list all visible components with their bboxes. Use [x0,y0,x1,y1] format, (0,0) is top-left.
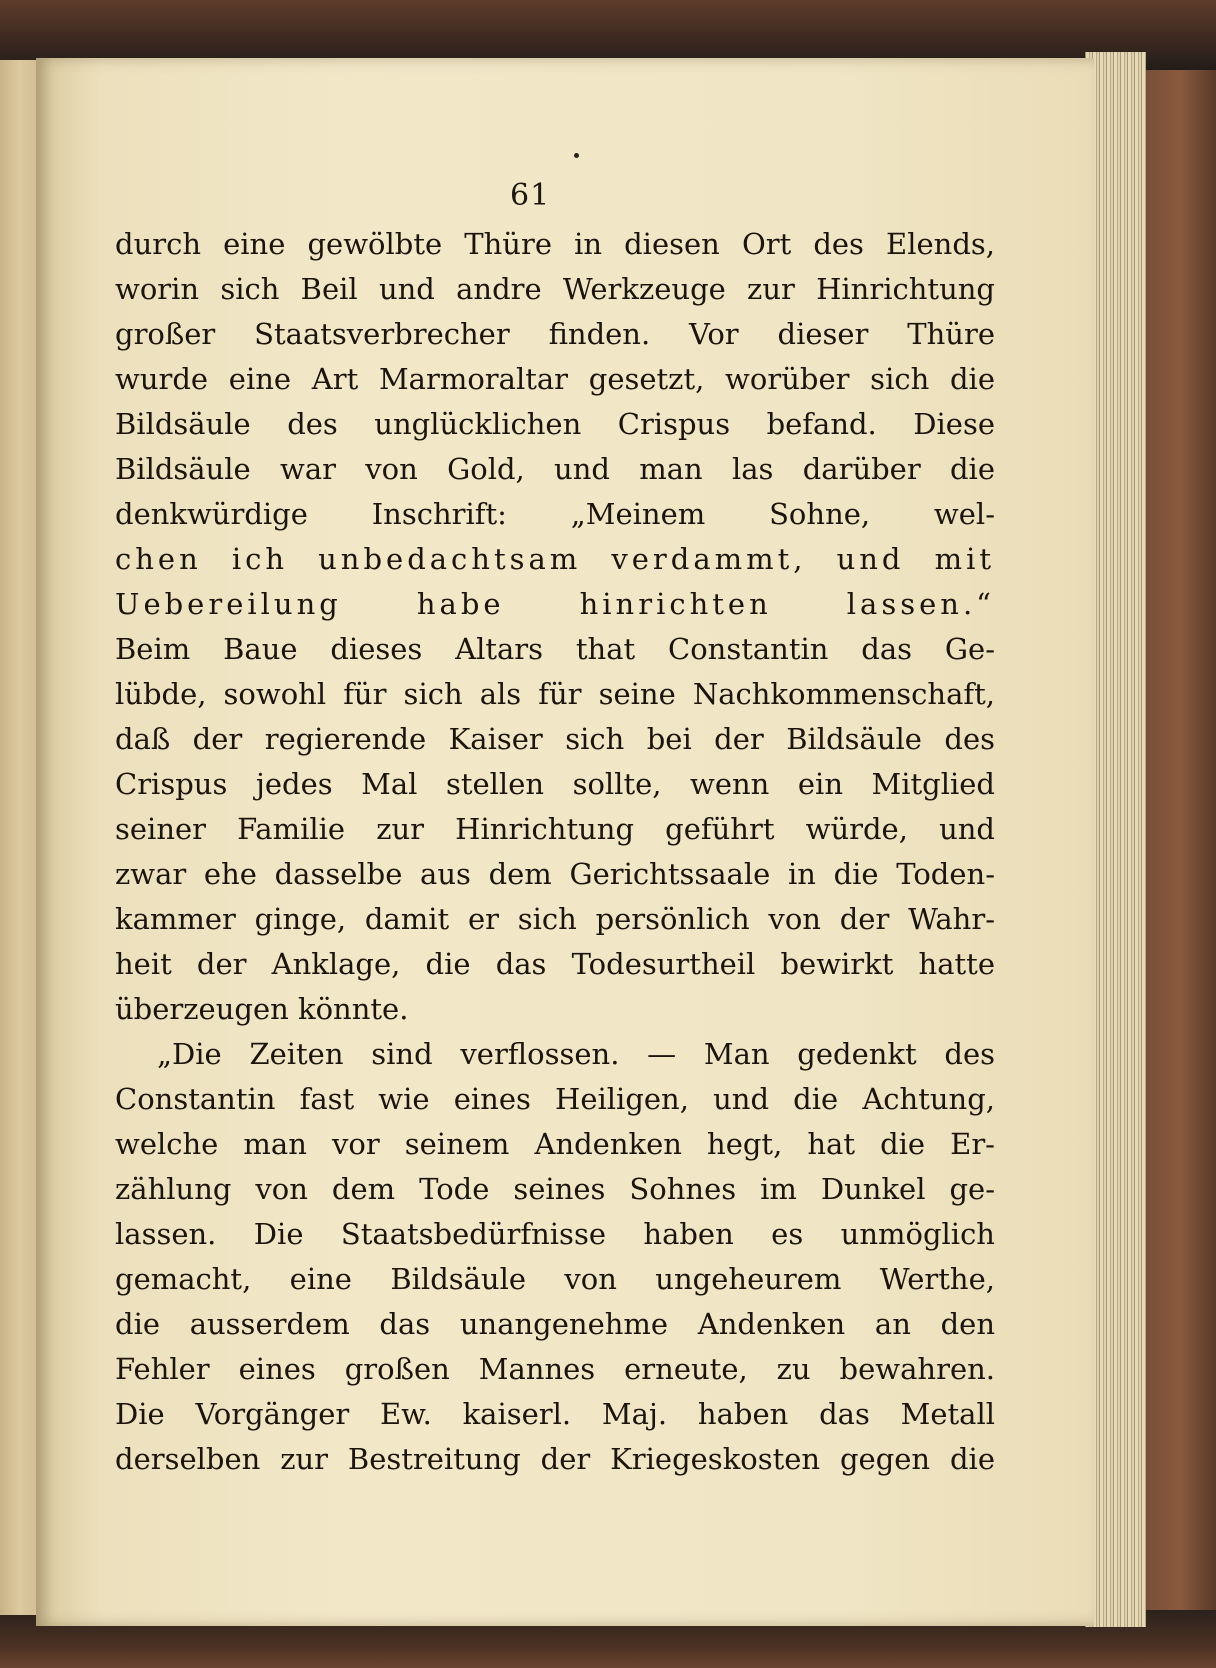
text-line: die ausserdem das unangenehme Andenken an den [115,1307,995,1341]
page-stack-edges [1085,52,1146,1627]
text-line: großer Staatsverbrecher finden. Vor dieser Thüre [115,317,995,351]
text-line: kammer ginge, damit er sich persönlich von der Wahr- [115,902,995,936]
text-line: zählung von dem Tode seines Sohnes im Dunkel ge- [115,1172,995,1206]
text-line: worin sich Beil und andre Werkzeuge zur Hinrichtung [115,272,995,306]
text-line: überzeugen könnte. [115,992,409,1026]
text-line: durch eine gewölbte Thüre in diesen Ort des Elends, [115,227,995,261]
ink-speck [574,153,579,158]
text-line: welche man vor seinem Andenken hegt, hat die Er- [115,1127,995,1161]
text-line: lassen. Die Staatsbedürfnisse haben es unmöglich [115,1217,995,1251]
text-line: „Die Zeiten sind verflossen. — Man gedenkt des [157,1037,995,1071]
text-line: denkwürdige Inschrift: „Meinem Sohne, wel- [115,497,995,531]
text-line: Crispus jedes Mal stellen sollte, wenn ein Mitglied [115,767,995,801]
page-text [115,222,995,1482]
text-line: chen ich unbedachtsam verdammt, und mit [115,542,995,576]
text-line: heit der Anklage, die das Todesurtheil bewirkt hatte [115,947,995,981]
text-line: Constantin fast wie eines Heiligen, und die Achtung, [115,1082,995,1116]
text-line: Beim Baue dieses Altars that Constantin das Ge- [115,632,995,666]
text-line: wurde eine Art Marmoraltar gesetzt, worüber sich die [115,362,995,396]
text-line: Uebereilung habe hinrichten lassen.“ [115,587,995,621]
text-line: daß der regierende Kaiser sich bei der Bildsäule des [115,722,995,756]
text-line: seiner Familie zur Hinrichtung geführt würde, und [115,812,995,846]
text-line: Fehler eines großen Mannes erneute, zu bewahren. [115,1352,995,1386]
text-line: zwar ehe dasselbe aus dem Gerichtssaale in die Toden- [115,857,995,891]
text-line: lübde, sowohl für sich als für seine Nachkommenschaft, [115,677,995,711]
text-line: Bildsäule des unglücklichen Crispus befand. Diese [115,407,995,441]
text-line: Die Vorgänger Ew. kaiserl. Maj. haben das Metall [115,1397,995,1431]
text-line: Bildsäule war von Gold, und man las darüber die [115,452,995,486]
text-line: gemacht, eine Bildsäule von ungeheurem Werthe, [115,1262,995,1296]
text-line: derselben zur Bestreitung der Kriegeskosten gegen die [115,1442,995,1476]
page-number: 61 [510,178,551,213]
